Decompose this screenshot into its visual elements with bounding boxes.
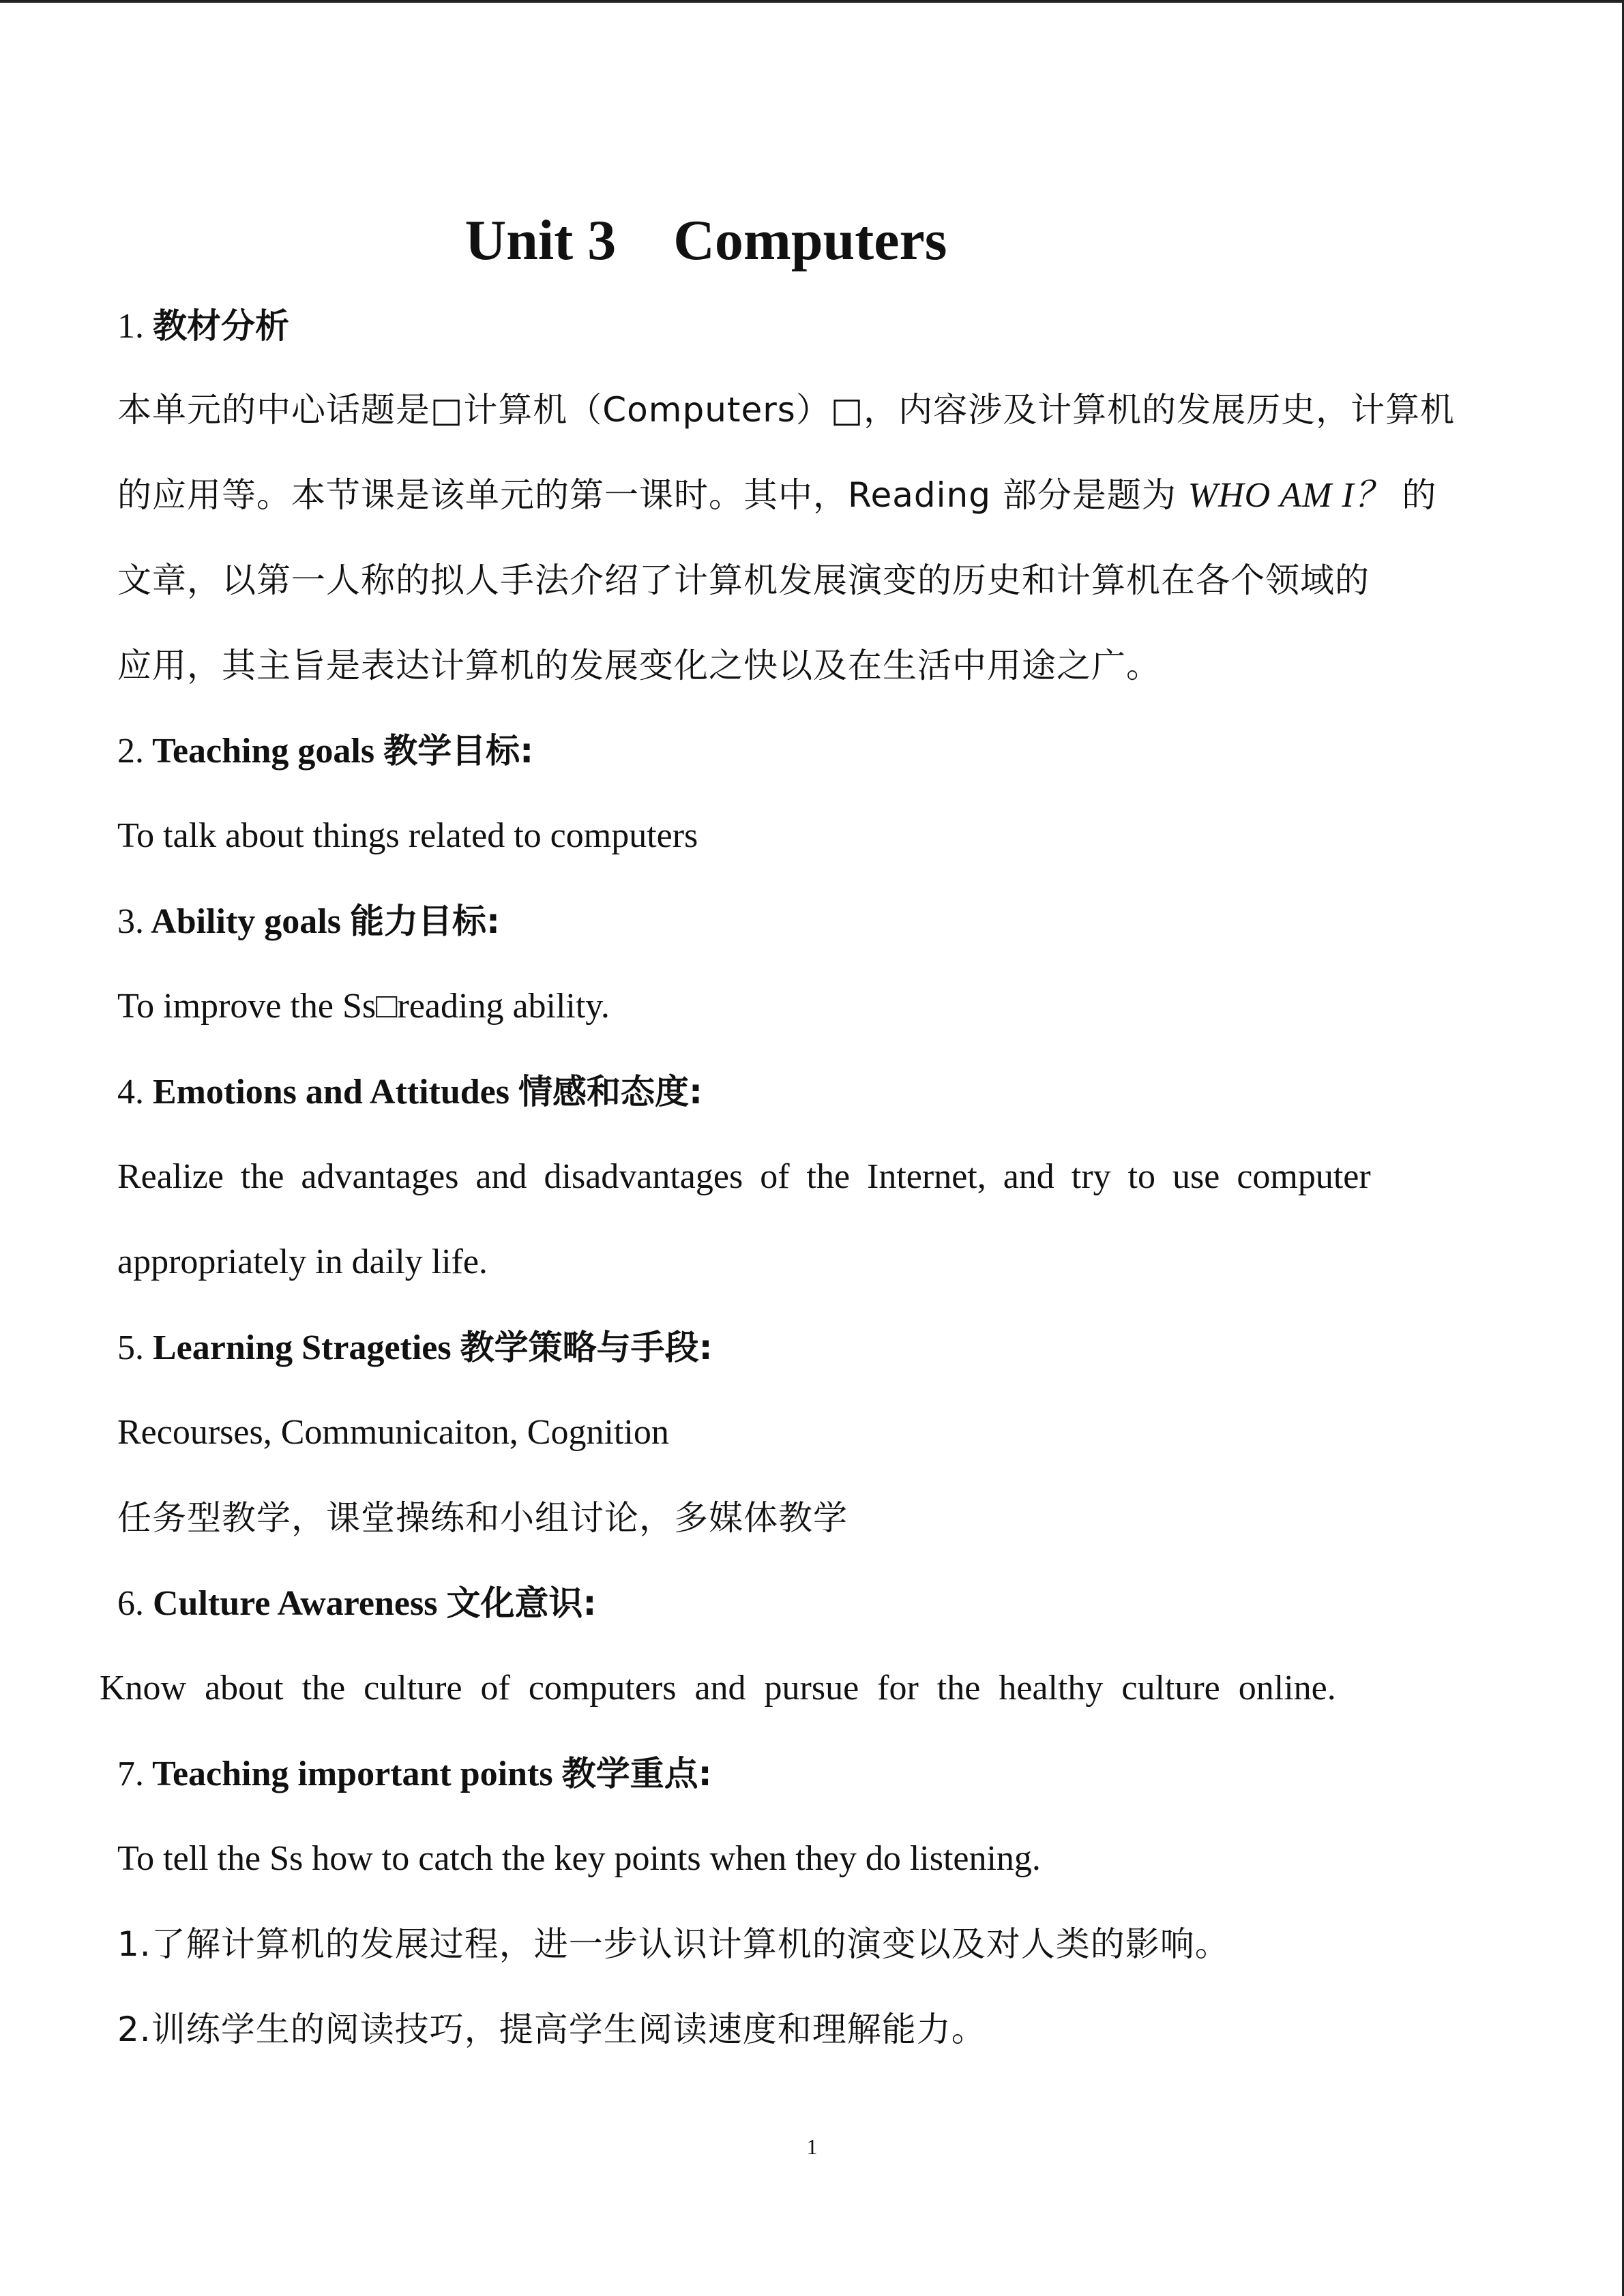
section-4-title-cn: 情感和态度: bbox=[518, 1072, 703, 1112]
section-7-title-en: Teaching important points bbox=[152, 1755, 553, 1793]
section-5-title-cn: 教学策略与手段: bbox=[460, 1328, 713, 1367]
section-3-title-en: Ability goals bbox=[151, 902, 341, 941]
section-7-item-1: 1.了解计算机的发展过程，进一步认识计算机的演变以及对人类的影响。 bbox=[117, 1924, 1230, 1964]
section-2-text: To talk about things related to computers bbox=[117, 816, 698, 855]
section-7-number: 7. bbox=[117, 1755, 144, 1793]
section-3-number: 3. bbox=[117, 902, 144, 941]
top-border-line bbox=[0, 0, 1624, 3]
reading-title: WHO AM I？ bbox=[1187, 476, 1391, 515]
page-number: 1 bbox=[806, 2134, 818, 2159]
section-4-heading bbox=[117, 1068, 703, 1116]
section-4-number: 4. bbox=[117, 1073, 144, 1112]
section-3-title-cn: 能力目标: bbox=[349, 901, 500, 941]
section-1-number: 1. bbox=[117, 307, 144, 346]
document-title: Unit 3 Computers bbox=[464, 209, 947, 272]
paragraph-text: 的应用等。本节课是该单元的第一课时。其中，Reading 部分是题为 bbox=[117, 475, 1188, 515]
section-1-paragraph-line-2 bbox=[117, 471, 1437, 520]
section-7-title-cn: 教学重点: bbox=[561, 1754, 712, 1793]
section-5-heading bbox=[117, 1324, 713, 1372]
section-5-title-en: Learning Strageties bbox=[153, 1328, 452, 1367]
section-7-item-2: 2.训练学生的阅读技巧，提高学生阅读速度和理解能力。 bbox=[117, 2010, 986, 2049]
section-1-paragraph-line-1: 本单元的中心话题是□计算机（Computers）□，内容涉及计算机的发展历史，计算机 bbox=[117, 390, 1456, 430]
section-1-paragraph-line-3: 文章，以第一人称的拟人手法介绍了计算机发展演变的历史和计算机在各个领域的 bbox=[117, 561, 1370, 600]
section-6-title-cn: 文化意识: bbox=[446, 1583, 597, 1623]
section-4-text-line-2: appropriately in daily life. bbox=[117, 1242, 488, 1281]
section-1-paragraph-line-4: 应用，其主旨是表达计算机的发展变化之快以及在生活中用途之广。 bbox=[117, 646, 1161, 685]
section-3-text: To improve the Ss□reading ability. bbox=[117, 987, 610, 1026]
section-1-title: 教材分析 bbox=[153, 306, 289, 346]
section-4-text-line-1: Realize the advantages and disadvantages of the Internet, and try to use computer bbox=[117, 1157, 1371, 1196]
section-7-text-en: To tell the Ss how to catch the key points when they do listening. bbox=[117, 1839, 1041, 1878]
section-5-text-cn: 任务型教学，课堂操练和小组讨论，多媒体教学 bbox=[117, 1498, 848, 1538]
section-4-title-en: Emotions and Attitudes bbox=[153, 1073, 510, 1112]
paragraph-text: 的 bbox=[1390, 475, 1437, 515]
section-2-title-en: Teaching goals bbox=[152, 732, 375, 771]
section-6-title-en: Culture Awareness bbox=[153, 1584, 438, 1623]
section-3-heading bbox=[117, 897, 500, 946]
section-5-text-en: Recourses, Communicaiton, Cognition bbox=[117, 1413, 669, 1452]
section-7-heading bbox=[117, 1750, 712, 1798]
section-1-heading bbox=[117, 302, 289, 351]
section-2-title-cn: 教学目标: bbox=[383, 731, 534, 771]
section-2-number: 2. bbox=[117, 732, 144, 771]
section-6-heading bbox=[117, 1579, 596, 1628]
section-5-number: 5. bbox=[117, 1328, 144, 1367]
section-2-heading bbox=[117, 727, 533, 775]
section-6-text: Know about the culture of computers and pursue for the healthy culture online. bbox=[100, 1669, 1336, 1708]
section-6-number: 6. bbox=[117, 1584, 144, 1623]
